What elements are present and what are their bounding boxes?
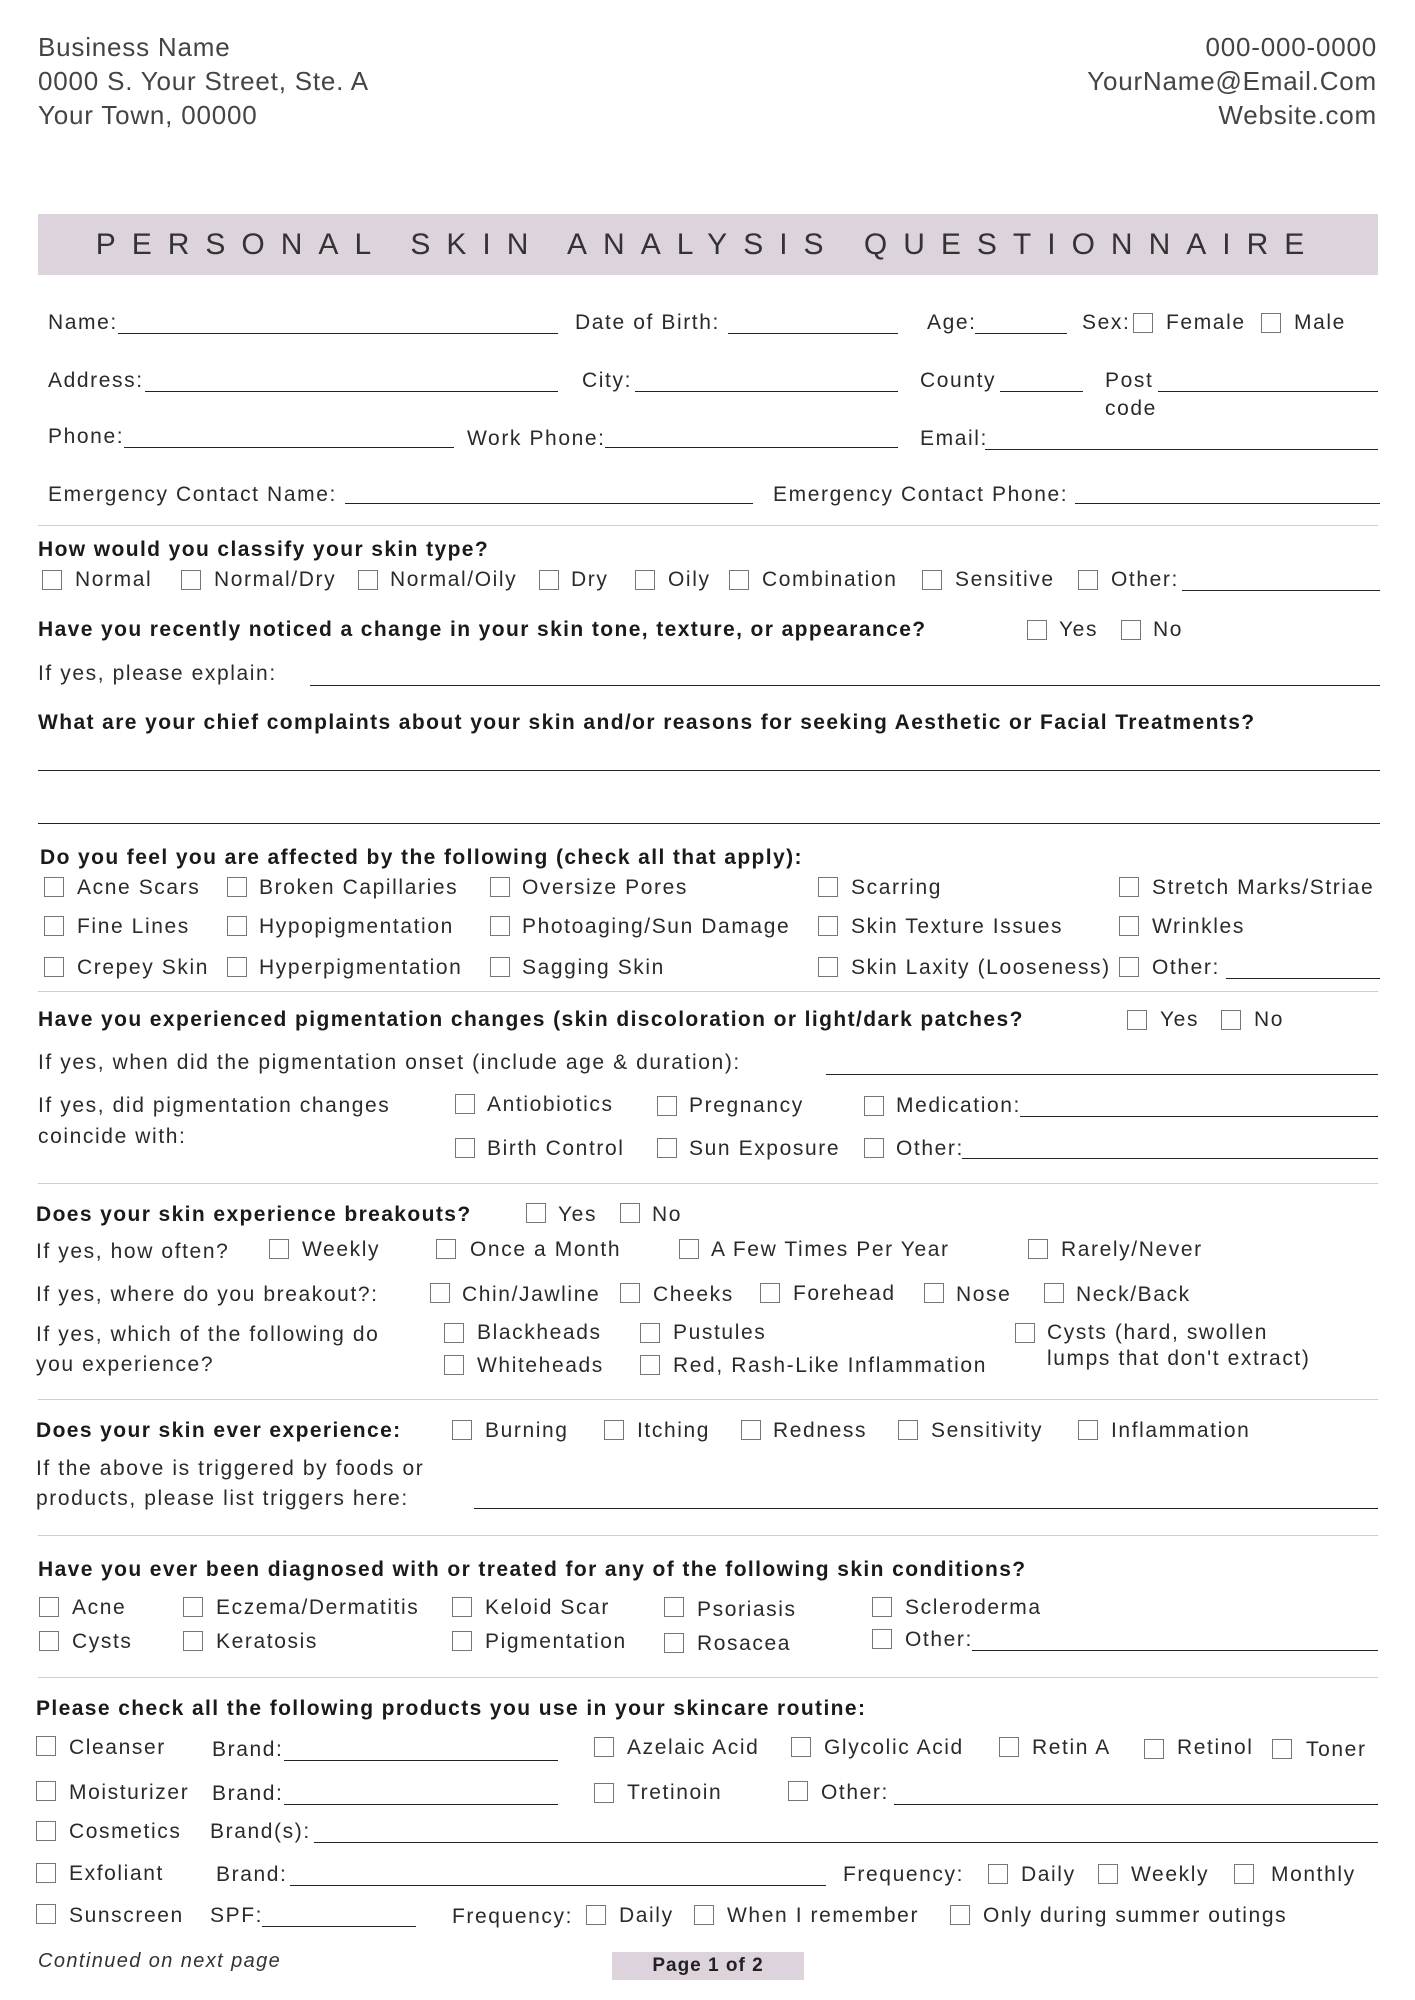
female-label: Female [1166, 311, 1246, 334]
coincide-option: Other: [896, 1137, 964, 1160]
business-name: Business Name [38, 32, 231, 62]
broken-capillaries-checkbox[interactable] [227, 877, 247, 897]
county-label: County [920, 369, 997, 392]
retinol-checkbox[interactable] [1144, 1739, 1164, 1759]
skin-type-question: How would you classify your skin type? [38, 538, 490, 561]
acne-checkbox[interactable] [39, 1597, 59, 1617]
cheeks-checkbox[interactable] [620, 1283, 640, 1303]
male-label: Male [1294, 311, 1346, 334]
hypopigmentation-checkbox[interactable] [227, 916, 247, 936]
business-town: Your Town, 00000 [38, 100, 258, 130]
diagnosed-option: Cysts [72, 1630, 133, 1653]
affected-option: Photoaging/Sun Damage [522, 915, 791, 938]
work-phone-field[interactable] [605, 447, 898, 448]
forehead-checkbox[interactable] [760, 1283, 780, 1303]
affected-option: Sagging Skin [522, 956, 665, 979]
antibiotics-checkbox[interactable] [455, 1094, 475, 1114]
skin-type-option: Oily [668, 568, 711, 591]
change-question: Have you recently noticed a change in your skin tone, texture, or appearance? [38, 618, 927, 641]
once-a-month-checkbox[interactable] [436, 1239, 456, 1259]
exfoliant-label: Exfoliant [69, 1862, 164, 1885]
emergency-phone-field[interactable] [1075, 503, 1380, 504]
change-no-checkbox[interactable] [1121, 620, 1141, 640]
pigmentation-yes-label: Yes [1160, 1008, 1200, 1031]
postcode-label-2: code [1105, 397, 1157, 420]
diagnosed-other-checkbox[interactable] [872, 1629, 892, 1649]
complaints-field-2[interactable] [38, 823, 1380, 824]
sagging-skin-checkbox[interactable] [490, 957, 510, 977]
pigmentation-question: Have you experienced pigmentation changes (skin discoloration or light/dark patches? [38, 1008, 1024, 1031]
affected-option: Hyperpigmentation [259, 956, 463, 979]
change-yes-label: Yes [1059, 618, 1099, 641]
exfoliant-daily-checkbox[interactable] [988, 1864, 1008, 1884]
where-option: Nose [956, 1283, 1012, 1306]
where-option: Cheeks [653, 1283, 734, 1306]
pigmentation-yes-checkbox[interactable] [1127, 1010, 1147, 1030]
moisturizer-brand-field[interactable] [284, 1804, 558, 1805]
skin-type-sensitive-checkbox[interactable] [922, 570, 942, 590]
business-phone: 000-000-0000 [1205, 32, 1377, 62]
when-i-remember-checkbox[interactable] [694, 1905, 714, 1925]
breakouts-question: Does your skin experience breakouts? [36, 1203, 472, 1226]
diagnosed-option: Acne [72, 1596, 127, 1619]
skin-texture-checkbox[interactable] [818, 916, 838, 936]
glycolic-acid-checkbox[interactable] [791, 1737, 811, 1757]
affected-option: Oversize Pores [522, 876, 688, 899]
divider [38, 1535, 1378, 1536]
phone-label: Phone: [48, 425, 125, 448]
cleanser-label: Cleanser [69, 1736, 166, 1759]
city-label: City: [582, 369, 632, 392]
breakouts-where-label: If yes, where do you breakout?: [36, 1283, 379, 1306]
weekly-checkbox[interactable] [269, 1239, 289, 1259]
stretch-marks-checkbox[interactable] [1119, 877, 1139, 897]
coincide-option: Sun Exposure [689, 1137, 841, 1160]
city-field[interactable] [635, 391, 898, 392]
whiteheads-checkbox[interactable] [444, 1355, 464, 1375]
keratosis-checkbox[interactable] [183, 1631, 203, 1651]
azelaic-acid-checkbox[interactable] [594, 1737, 614, 1757]
oversize-pores-checkbox[interactable] [490, 877, 510, 897]
age-label: Age: [927, 311, 977, 334]
breakouts-no-checkbox[interactable] [620, 1203, 640, 1223]
rash-inflammation-checkbox[interactable] [640, 1355, 660, 1375]
diagnosed-option: Keloid Scar [485, 1596, 610, 1619]
experience-option: Itching [637, 1419, 711, 1442]
affected-option: Wrinkles [1152, 915, 1245, 938]
affected-option: Other: [1152, 956, 1220, 979]
exfoliant-brand-label: Brand: [216, 1863, 288, 1886]
moisturizer-brand-label: Brand: [212, 1782, 284, 1805]
skin-type-option: Dry [571, 568, 609, 591]
skin-type-option: Combination [762, 568, 898, 591]
which-option: Red, Rash-Like Inflammation [673, 1354, 987, 1377]
affected-option: Acne Scars [77, 876, 201, 899]
affected-option: Crepey Skin [77, 956, 209, 979]
hyperpigmentation-checkbox[interactable] [227, 957, 247, 977]
exfoliant-brand-field[interactable] [290, 1885, 826, 1886]
acne-scars-checkbox[interactable] [44, 877, 64, 897]
cosmetics-brand-field[interactable] [314, 1842, 1378, 1843]
emergency-name-label: Emergency Contact Name: [48, 483, 337, 506]
breakouts-which-label: If yes, which of the following do [36, 1323, 380, 1346]
diagnosed-option: Scleroderma [905, 1596, 1042, 1619]
neck-back-checkbox[interactable] [1044, 1283, 1064, 1303]
active-option: Retinol [1177, 1736, 1254, 1759]
skin-type-option: Normal [75, 568, 153, 591]
sunscreen-frequency-label: Frequency: [452, 1905, 574, 1928]
itching-checkbox[interactable] [604, 1420, 624, 1440]
diagnosed-option: Rosacea [697, 1632, 792, 1655]
skin-laxity-checkbox[interactable] [818, 957, 838, 977]
cleanser-brand-field[interactable] [284, 1760, 558, 1761]
birth-control-checkbox[interactable] [455, 1138, 475, 1158]
sunscreen-checkbox[interactable] [36, 1904, 56, 1924]
continued-note: Continued on next page [38, 1950, 282, 1972]
female-checkbox[interactable] [1133, 313, 1153, 333]
which-option: Whiteheads [477, 1354, 604, 1377]
skin-type-other-checkbox[interactable] [1078, 570, 1098, 590]
postcode-field[interactable] [1158, 391, 1378, 392]
coincide-other-field[interactable] [962, 1158, 1378, 1159]
divider [38, 991, 1378, 992]
wrinkles-checkbox[interactable] [1119, 916, 1139, 936]
skin-type-option: Normal/Dry [214, 568, 337, 591]
exfoliant-weekly-checkbox[interactable] [1098, 1864, 1118, 1884]
breakouts-yes-label: Yes [558, 1203, 598, 1226]
business-website: Website.com [1218, 100, 1377, 130]
which-option: Blackheads [477, 1321, 602, 1344]
moisturizer-checkbox[interactable] [36, 1781, 56, 1801]
active-option: Toner [1306, 1738, 1367, 1761]
products-question: Please check all the following products you use in your skincare routine: [36, 1697, 867, 1720]
divider [38, 1677, 1378, 1678]
frequency-option: Daily [1021, 1863, 1076, 1886]
coincide-option: Medication: [896, 1094, 1021, 1117]
eczema-checkbox[interactable] [183, 1597, 203, 1617]
scarring-checkbox[interactable] [818, 877, 838, 897]
skin-type-normal-checkbox[interactable] [42, 570, 62, 590]
active-option: Other: [821, 1781, 889, 1804]
fine-lines-checkbox[interactable] [44, 916, 64, 936]
pigmentation-no-label: No [1254, 1008, 1285, 1031]
experience-option: Inflammation [1111, 1419, 1251, 1442]
which-option: Pustules [673, 1321, 767, 1344]
pigmentation-checkbox[interactable] [452, 1631, 472, 1651]
skin-type-option: Normal/Oily [390, 568, 518, 591]
pustules-checkbox[interactable] [640, 1323, 660, 1343]
exfoliant-frequency-label: Frequency: [843, 1863, 965, 1886]
skin-type-option: Other: [1111, 568, 1179, 591]
affected-other-field[interactable] [1226, 978, 1380, 979]
skin-type-normal-dry-checkbox[interactable] [181, 570, 201, 590]
county-field[interactable] [1000, 391, 1083, 392]
photoaging-checkbox[interactable] [490, 916, 510, 936]
burning-checkbox[interactable] [452, 1420, 472, 1440]
rarely-never-checkbox[interactable] [1028, 1239, 1048, 1259]
sunscreen-label: Sunscreen [69, 1904, 184, 1927]
frequency-option: Only during summer outings [983, 1904, 1288, 1927]
business-street: 0000 S. Your Street, Ste. A [38, 66, 369, 96]
phone-field[interactable] [124, 447, 454, 448]
affected-option: Skin Laxity (Looseness) [851, 956, 1111, 979]
which-option: Cysts (hard, swollen [1047, 1321, 1269, 1344]
divider [38, 1399, 1378, 1400]
breakouts-which-label-2: you experience? [36, 1353, 215, 1376]
sunscreen-daily-checkbox[interactable] [586, 1905, 606, 1925]
change-yes-checkbox[interactable] [1027, 620, 1047, 640]
cosmetics-checkbox[interactable] [36, 1821, 56, 1841]
experience-option: Redness [773, 1419, 868, 1442]
divider [38, 1183, 1378, 1184]
sensitivity-checkbox[interactable] [898, 1420, 918, 1440]
diagnosed-option: Psoriasis [697, 1598, 797, 1621]
diagnosed-option: Pigmentation [485, 1630, 627, 1653]
experience-question: Does your skin ever experience: [36, 1419, 402, 1442]
pregnancy-checkbox[interactable] [657, 1096, 677, 1116]
skin-type-normal-oily-checkbox[interactable] [358, 570, 378, 590]
pigmentation-no-checkbox[interactable] [1221, 1010, 1241, 1030]
frequency-option: When I remember [727, 1904, 920, 1927]
sex-label: Sex: [1082, 311, 1131, 334]
nose-checkbox[interactable] [924, 1283, 944, 1303]
spf-field[interactable] [262, 1926, 416, 1927]
medication-checkbox[interactable] [864, 1096, 884, 1116]
breakouts-often-label: If yes, how often? [36, 1240, 230, 1263]
active-other-checkbox[interactable] [788, 1781, 808, 1801]
name-label: Name: [48, 311, 118, 334]
email-field[interactable] [985, 449, 1378, 450]
active-option: Azelaic Acid [627, 1736, 760, 1759]
pigmentation-coincide-label-2: coincide with: [38, 1125, 187, 1148]
emergency-name-field[interactable] [345, 503, 753, 504]
crepey-skin-checkbox[interactable] [44, 957, 64, 977]
active-other-field[interactable] [894, 1804, 1378, 1805]
name-field[interactable] [118, 333, 558, 334]
breakouts-no-label: No [652, 1203, 683, 1226]
active-option: Glycolic Acid [824, 1736, 964, 1759]
frequency-option: Weekly [1131, 1863, 1210, 1886]
affected-question: Do you feel you are affected by the following (check all that apply): [40, 846, 803, 869]
age-field[interactable] [975, 333, 1067, 334]
male-checkbox[interactable] [1261, 313, 1281, 333]
retin-a-checkbox[interactable] [999, 1737, 1019, 1757]
affected-other-checkbox[interactable] [1119, 957, 1139, 977]
affected-option: Stretch Marks/Striae [1152, 876, 1375, 899]
experience-option: Burning [485, 1419, 569, 1442]
skin-type-dry-checkbox[interactable] [539, 570, 559, 590]
cosmetics-label: Cosmetics [69, 1820, 182, 1843]
trigger-label: If the above is triggered by foods or [36, 1457, 425, 1480]
change-explain-label: If yes, please explain: [38, 662, 277, 685]
trigger-field[interactable] [474, 1508, 1378, 1509]
toner-checkbox[interactable] [1272, 1739, 1292, 1759]
work-phone-label: Work Phone: [467, 427, 606, 450]
sun-exposure-checkbox[interactable] [657, 1138, 677, 1158]
pigmentation-onset-label: If yes, when did the pigmentation onset (include age & duration): [38, 1051, 741, 1074]
cysts-breakout-checkbox[interactable] [1015, 1323, 1035, 1343]
dob-field[interactable] [728, 333, 898, 334]
skin-type-option: Sensitive [955, 568, 1055, 591]
where-option: Chin/Jawline [462, 1283, 601, 1306]
where-option: Neck/Back [1076, 1283, 1191, 1306]
summer-outings-checkbox[interactable] [950, 1905, 970, 1925]
address-field[interactable] [145, 391, 558, 392]
page-number: Page 1 of 2 [612, 1952, 804, 1980]
where-option: Forehead [793, 1282, 896, 1305]
blackheads-checkbox[interactable] [444, 1323, 464, 1343]
change-no-label: No [1153, 618, 1184, 641]
exfoliant-checkbox[interactable] [36, 1863, 56, 1883]
tretinoin-checkbox[interactable] [594, 1783, 614, 1803]
inflammation-checkbox[interactable] [1078, 1420, 1098, 1440]
skin-type-oily-checkbox[interactable] [635, 570, 655, 590]
complaints-question: What are your chief complaints about your skin and/or reasons for seeking Aesthetic or Facial Treatments? [38, 711, 1256, 734]
cleanser-brand-label: Brand: [212, 1738, 284, 1761]
diagnosed-option: Keratosis [216, 1630, 318, 1653]
affected-option: Hypopigmentation [259, 915, 454, 938]
frequency-option: Daily [619, 1904, 674, 1927]
often-option: Rarely/Never [1061, 1238, 1203, 1261]
psoriasis-checkbox[interactable] [664, 1597, 684, 1617]
active-option: Tretinoin [627, 1781, 723, 1804]
skin-type-other-field[interactable] [1182, 590, 1380, 591]
frequency-option: Monthly [1271, 1863, 1356, 1886]
rosacea-checkbox[interactable] [664, 1633, 684, 1653]
coincide-option: Birth Control [487, 1137, 625, 1160]
keloid-scar-checkbox[interactable] [452, 1597, 472, 1617]
breakouts-yes-checkbox[interactable] [526, 1203, 546, 1223]
affected-option: Broken Capillaries [259, 876, 459, 899]
pigmentation-onset-field[interactable] [826, 1074, 1378, 1075]
coincide-option: Antiobiotics [487, 1093, 614, 1116]
email-label: Email: [920, 427, 988, 450]
few-times-per-year-checkbox[interactable] [679, 1239, 699, 1259]
often-option: Weekly [302, 1238, 381, 1261]
change-explain-field[interactable] [310, 685, 1380, 686]
cysts-checkbox[interactable] [39, 1631, 59, 1651]
page-title: PERSONAL SKIN ANALYSIS QUESTIONNAIRE [95, 228, 1321, 261]
dob-label: Date of Birth: [575, 311, 720, 334]
active-option: Retin A [1032, 1736, 1111, 1759]
chin-jawline-checkbox[interactable] [430, 1283, 450, 1303]
moisturizer-label: Moisturizer [69, 1781, 190, 1804]
cleanser-checkbox[interactable] [36, 1736, 56, 1756]
skin-type-combination-checkbox[interactable] [729, 570, 749, 590]
redness-checkbox[interactable] [741, 1420, 761, 1440]
address-label: Address: [48, 369, 144, 392]
medication-field[interactable] [1020, 1116, 1378, 1117]
diagnosed-option: Eczema/Dermatitis [216, 1596, 420, 1619]
spf-label: SPF: [210, 1904, 264, 1927]
diagnosed-option: Other: [905, 1628, 973, 1651]
often-option: A Few Times Per Year [711, 1238, 950, 1261]
diagnosed-other-field[interactable] [972, 1650, 1378, 1651]
pigmentation-coincide-label: If yes, did pigmentation changes [38, 1094, 391, 1117]
coincide-other-checkbox[interactable] [864, 1138, 884, 1158]
coincide-option: Pregnancy [689, 1094, 804, 1117]
divider [38, 525, 1378, 526]
affected-option: Skin Texture Issues [851, 915, 1064, 938]
trigger-label-2: products, please list triggers here: [36, 1487, 409, 1510]
scleroderma-checkbox[interactable] [872, 1597, 892, 1617]
exfoliant-monthly-checkbox[interactable] [1234, 1864, 1254, 1884]
postcode-label: Post [1105, 369, 1154, 392]
experience-option: Sensitivity [931, 1419, 1044, 1442]
emergency-phone-label: Emergency Contact Phone: [773, 483, 1069, 506]
diagnosed-question: Have you ever been diagnosed with or treated for any of the following skin conditions? [38, 1558, 1027, 1581]
often-option: Once a Month [470, 1238, 622, 1261]
complaints-field-1[interactable] [38, 770, 1380, 771]
business-email: YourName@Email.Com [1087, 66, 1377, 96]
cosmetics-brand-label: Brand(s): [210, 1820, 311, 1843]
affected-option: Fine Lines [77, 915, 190, 938]
cysts-label-2: lumps that don't extract) [1047, 1347, 1311, 1370]
affected-option: Scarring [851, 876, 942, 899]
